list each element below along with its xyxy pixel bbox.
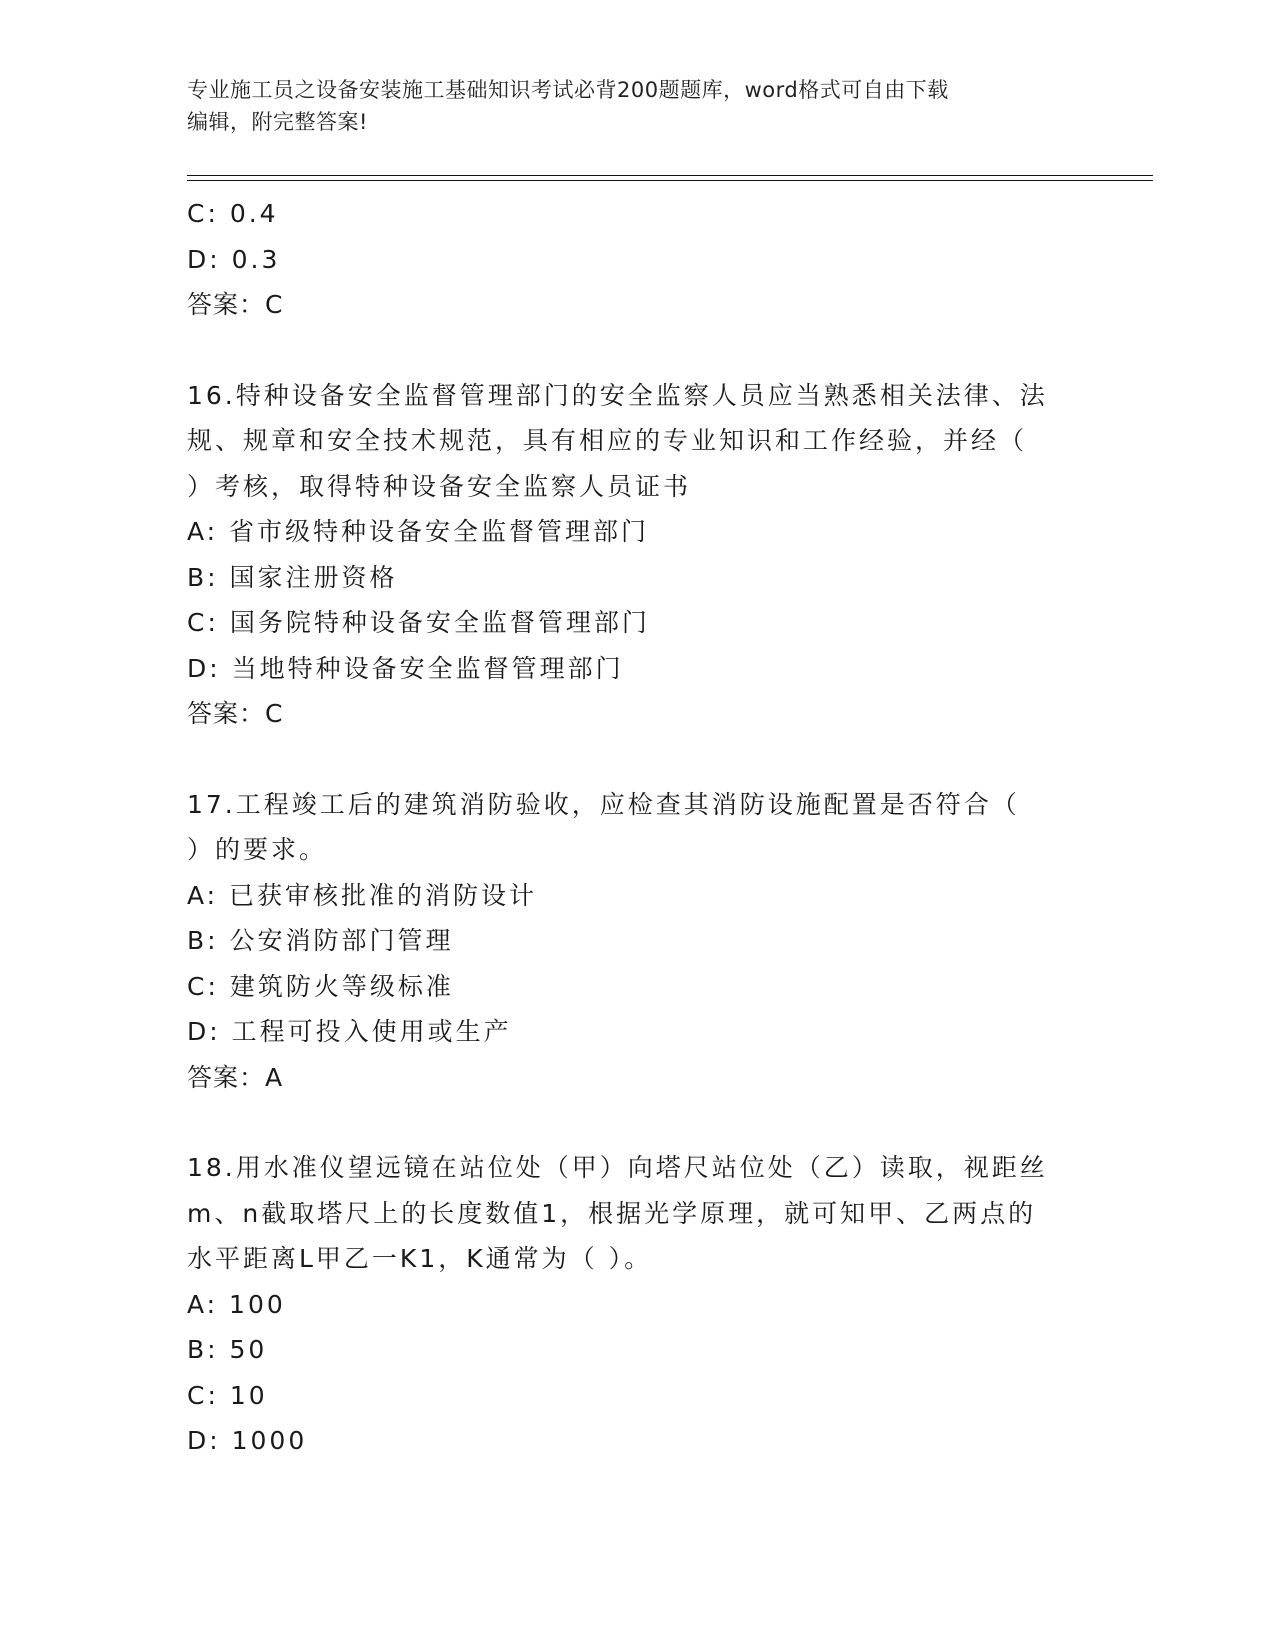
question-text-line: ）考核，取得特种设备安全监察人员证书 <box>187 471 692 501</box>
header-line-1: 专业施工员之设备安装施工基础知识考试必背200题题库，word格式可自由下载 <box>187 78 949 102</box>
question-16 <box>187 373 1087 737</box>
option-c: C: 10 <box>187 1380 268 1410</box>
option-a: A: 已获审核批准的消防设计 <box>187 880 538 910</box>
option-a: A: 100 <box>187 1289 286 1319</box>
option-c: C: 建筑防火等级标准 <box>187 971 454 1001</box>
option-d: D: 0.3 <box>187 244 281 274</box>
document-header <box>187 74 1067 138</box>
question-text-line: 规、规章和安全技术规范，具有相应的专业知识和工作经验，并经（ <box>187 426 1028 455</box>
question-18 <box>187 1145 1087 1464</box>
option-d: D: 工程可投入使用或生产 <box>187 1017 512 1046</box>
question-17 <box>187 782 1087 1101</box>
option-c: C: 0.4 <box>187 199 279 228</box>
question-text-line: ）的要求。 <box>187 835 328 864</box>
previous-question-tail <box>187 191 1087 328</box>
option-b: B: 50 <box>187 1335 268 1364</box>
option-b: B: 公安消防部门管理 <box>187 926 454 955</box>
question-text-line: m、n截取塔尺上的长度数值1，根据光学原理，就可知甲、乙两点的 <box>187 1198 1037 1228</box>
answer-line: 答案：A <box>187 1062 284 1092</box>
option-a: A: 省市级特种设备安全监督管理部门 <box>187 517 650 546</box>
question-text-line: 16.特种设备安全监督管理部门的安全监察人员应当熟悉相关法律、法 <box>187 380 1048 410</box>
option-c: C: 国务院特种设备安全监督管理部门 <box>187 608 650 637</box>
question-text-line: 水平距离L甲乙一K1，K通常为（ ）。 <box>187 1244 653 1273</box>
question-text-line: 17.工程竣工后的建筑消防验收，应检查其消防设施配置是否符合（ <box>187 789 1020 819</box>
document-body <box>187 191 1087 1464</box>
option-d: D: 1000 <box>187 1426 308 1455</box>
header-divider-bottom <box>187 180 1153 181</box>
header-line-2: 编辑，附完整答案! <box>187 110 368 134</box>
option-b: B: 国家注册资格 <box>187 562 398 592</box>
answer-line: 答案：C <box>187 290 284 319</box>
question-text-line: 18.用水准仪望远镜在站位处（甲）向塔尺站位处（乙）读取，视距丝 <box>187 1153 1048 1182</box>
option-d: D: 当地特种设备安全监督管理部门 <box>187 653 624 683</box>
answer-line: 答案：C <box>187 699 284 728</box>
header-divider-top <box>187 175 1153 176</box>
